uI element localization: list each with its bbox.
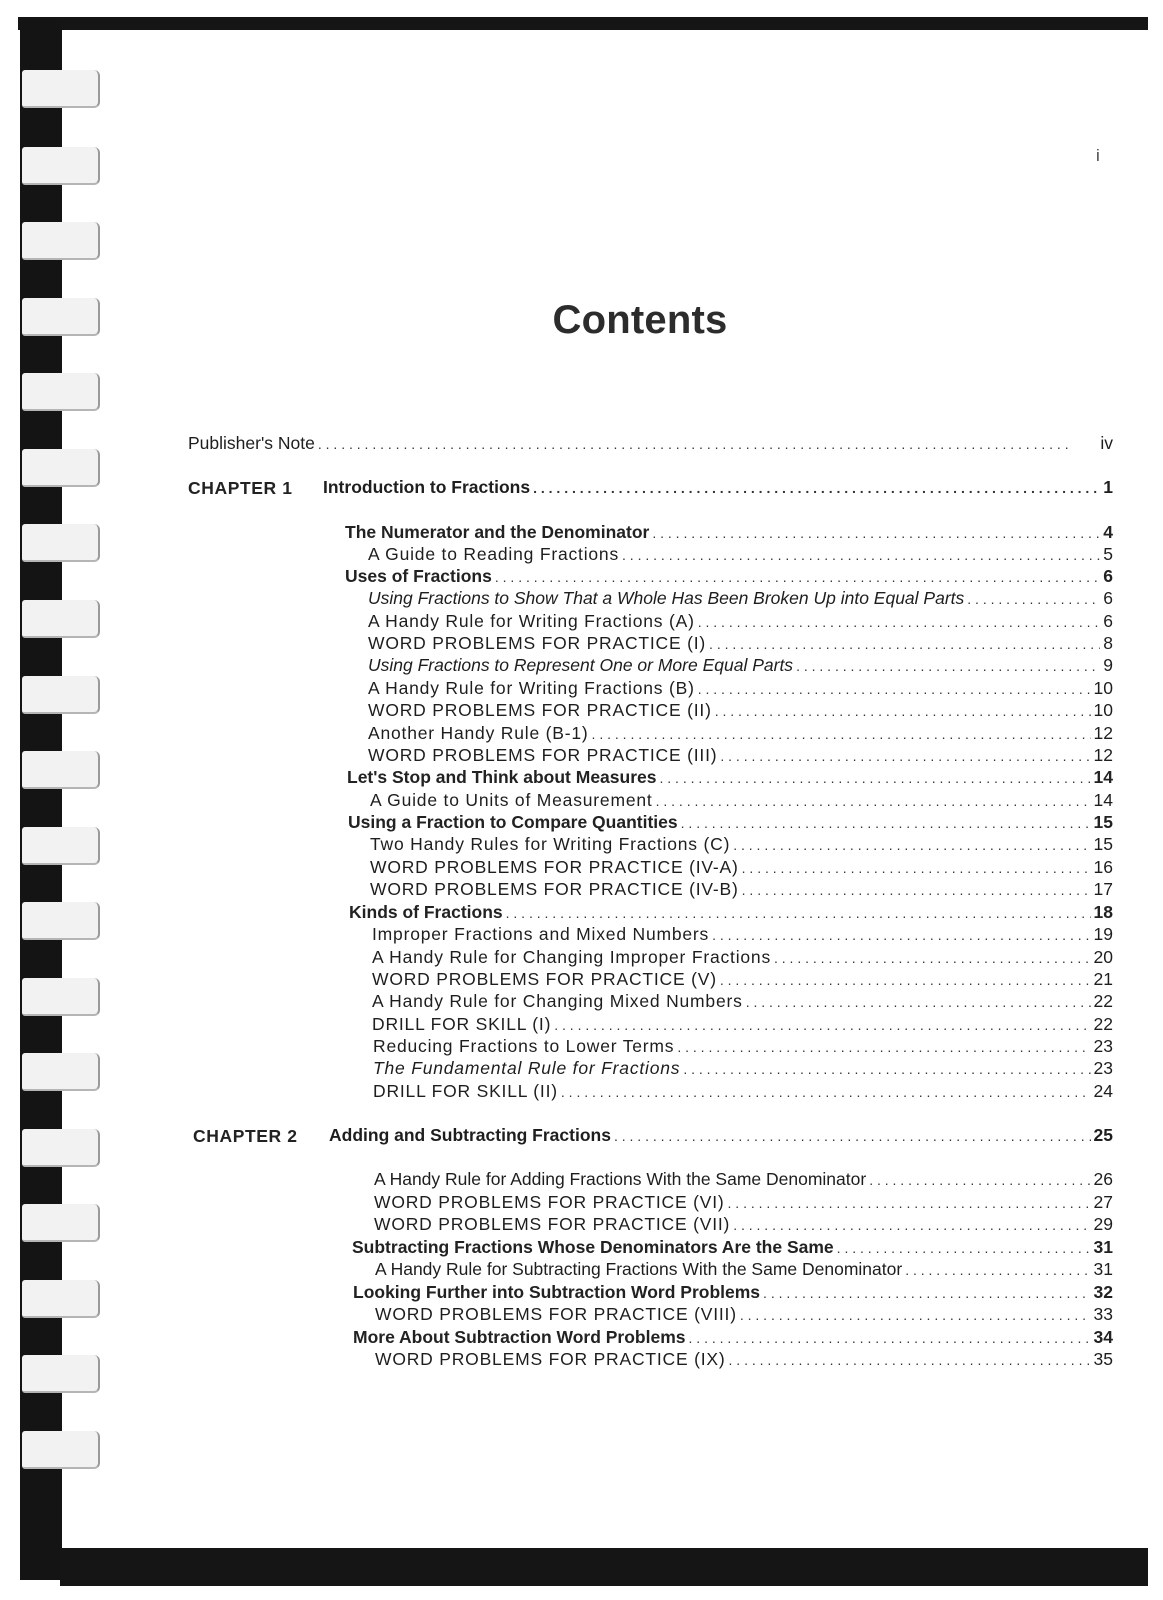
chapter-page: 25 <box>1093 1125 1113 1145</box>
toc-entry-page: 6 <box>1103 588 1113 608</box>
toc-entry[interactable] <box>368 543 1113 566</box>
leader-dots <box>796 655 1100 677</box>
leader-dots <box>614 1125 1091 1147</box>
toc-entry-page: 21 <box>1093 969 1113 989</box>
toc-entry[interactable] <box>372 946 1113 969</box>
toc-entry-title: The Numerator and the Denominator <box>345 522 650 542</box>
toc-entry-page: 10 <box>1093 700 1113 720</box>
leader-dots <box>733 834 1090 856</box>
toc-entry[interactable] <box>372 1013 1113 1036</box>
toc-entry-title: A Handy Rule for Subtracting Fractions With the Same Denominator <box>375 1259 903 1279</box>
toc-entry-page: 32 <box>1093 1282 1113 1302</box>
toc-entry-page: 15 <box>1093 812 1113 832</box>
toc-entry-page: 23 <box>1093 1058 1113 1078</box>
leader-dots <box>720 745 1090 767</box>
chapter-heading[interactable] <box>329 1124 1113 1147</box>
toc-entry-page: 20 <box>1093 947 1113 967</box>
toc-entry-title: WORD PROBLEMS FOR PRACTICE (IV-A) <box>370 857 739 877</box>
toc-entry-title: More About Subtraction Word Problems <box>353 1327 686 1347</box>
toc-entry-title: WORD PROBLEMS FOR PRACTICE (VIII) <box>375 1304 737 1324</box>
leader-dots <box>905 1259 1090 1281</box>
toc-entry-page: 10 <box>1093 678 1113 698</box>
toc-entry-page: 5 <box>1103 544 1113 564</box>
toc-entry-page: 33 <box>1093 1304 1113 1324</box>
chapter-title: Introduction to Fractions <box>323 477 531 497</box>
toc-entry-page: 9 <box>1103 655 1113 675</box>
toc-entry-title: Using Fractions to Represent One or More Equal Parts <box>368 655 794 675</box>
leader-dots <box>742 879 1091 901</box>
toc-entry-page: 31 <box>1093 1259 1113 1279</box>
leader-dots <box>495 566 1100 588</box>
toc-entry[interactable] <box>370 789 1113 812</box>
toc-entry[interactable] <box>370 856 1113 879</box>
toc-entry-title: Looking Further into Subtraction Word Problems <box>353 1282 761 1302</box>
toc-entry-title: WORD PROBLEMS FOR PRACTICE (IV-B) <box>370 879 739 899</box>
toc-entry[interactable] <box>374 1168 1113 1191</box>
toc-entry-page: 12 <box>1093 723 1113 743</box>
leader-dots <box>683 1058 1090 1080</box>
toc-entry[interactable] <box>375 1258 1113 1281</box>
toc-section[interactable] <box>348 811 1113 834</box>
toc-entry[interactable] <box>368 744 1113 767</box>
toc-entry-title: Reducing Fractions to Lower Terms <box>373 1036 675 1056</box>
toc-section[interactable] <box>349 901 1113 924</box>
toc-section[interactable] <box>352 1236 1113 1259</box>
toc-entry[interactable] <box>374 1191 1113 1214</box>
chapter-heading[interactable] <box>323 476 1113 499</box>
leader-dots <box>709 633 1100 655</box>
toc-entry-page: 14 <box>1093 767 1113 787</box>
toc-entry-title: Two Handy Rules for Writing Fractions (C) <box>370 834 731 854</box>
leader-dots <box>652 522 1100 544</box>
toc-entry-title: A Handy Rule for Adding Fractions With the Same Denominator <box>374 1169 867 1189</box>
chapter-label: CHAPTER 1 <box>188 478 293 498</box>
leader-dots <box>869 1169 1090 1191</box>
toc-entry-title: Let's Stop and Think about Measures <box>347 767 657 787</box>
leader-dots <box>656 790 1091 812</box>
toc-entry[interactable] <box>372 923 1113 946</box>
toc-entry-title: Kinds of Fractions <box>349 902 503 922</box>
toc-entry-page: 6 <box>1103 611 1113 631</box>
leader-dots <box>742 857 1091 879</box>
toc-entry-title: Improper Fractions and Mixed Numbers <box>372 924 710 944</box>
toc-entry-page: 17 <box>1093 879 1113 899</box>
toc-entry-page: 14 <box>1093 790 1113 810</box>
chapter-page: 1 <box>1103 477 1113 497</box>
toc-entry-page: 8 <box>1103 633 1113 653</box>
toc-entry-page: 18 <box>1093 902 1113 922</box>
leader-dots <box>715 700 1091 722</box>
toc-entry-page: iv <box>1100 433 1113 453</box>
leader-dots <box>659 767 1090 789</box>
toc-entry[interactable] <box>373 1035 1113 1058</box>
leader-dots <box>506 902 1091 924</box>
leader-dots <box>712 924 1090 946</box>
leader-dots <box>967 588 1100 610</box>
toc-entry[interactable] <box>373 1057 1113 1080</box>
toc-entry-title: A Handy Rule for Changing Improper Fractions <box>372 947 771 967</box>
toc-entry-title: Publisher's Note <box>188 433 315 453</box>
toc-entry-page: 29 <box>1093 1214 1113 1234</box>
toc-entry-page: 4 <box>1103 522 1113 542</box>
toc-entry[interactable] <box>368 610 1113 633</box>
toc-entry-title: The Fundamental Rule for Fractions <box>373 1058 681 1078</box>
toc-entry-title: WORD PROBLEMS FOR PRACTICE (V) <box>372 969 717 989</box>
toc-entry-page: 23 <box>1093 1036 1113 1056</box>
page-number: i <box>1096 146 1100 165</box>
leader-dots <box>698 678 1091 700</box>
leader-dots <box>740 1304 1091 1326</box>
toc-entry-page: 16 <box>1093 857 1113 877</box>
toc-entry-page: 34 <box>1093 1327 1113 1347</box>
toc-entry-page: 26 <box>1093 1169 1113 1189</box>
toc-entry-page: 22 <box>1093 991 1113 1011</box>
toc-entry-title: WORD PROBLEMS FOR PRACTICE (VI) <box>374 1192 725 1212</box>
leader-dots <box>554 1014 1090 1036</box>
toc-entry-title: Another Handy Rule (B-1) <box>368 723 589 743</box>
toc-entry-title: WORD PROBLEMS FOR PRACTICE (IX) <box>375 1349 726 1369</box>
toc-entry-title: WORD PROBLEMS FOR PRACTICE (VII) <box>374 1214 731 1234</box>
toc-entry-page: 22 <box>1093 1014 1113 1034</box>
toc-section[interactable] <box>345 565 1113 588</box>
toc-entry-title: WORD PROBLEMS FOR PRACTICE (II) <box>368 700 712 720</box>
page-title: Contents <box>552 298 728 342</box>
toc-entry-page: 31 <box>1093 1237 1113 1257</box>
toc-entry-page: 35 <box>1093 1349 1113 1369</box>
toc-entry-title: DRILL FOR SKILL (I) <box>372 1014 552 1034</box>
toc-entry-page: 6 <box>1103 566 1113 586</box>
chapter-title: Adding and Subtracting Fractions <box>329 1125 611 1145</box>
toc-entry[interactable] <box>368 587 1113 610</box>
leader-dots <box>733 1214 1090 1236</box>
toc-entry-title: A Handy Rule for Writing Fractions (B) <box>368 678 695 698</box>
toc-entry-title: A Handy Rule for Writing Fractions (A) <box>368 611 695 631</box>
toc-entry-title: WORD PROBLEMS FOR PRACTICE (III) <box>368 745 718 765</box>
toc-entry-title: Using Fractions to Show That a Whole Has Been Broken Up into Equal Parts <box>368 588 965 608</box>
toc-entry[interactable] <box>373 1080 1113 1103</box>
leader-dots <box>592 723 1091 745</box>
toc-entry[interactable] <box>368 722 1113 745</box>
leader-dots <box>318 433 1097 455</box>
toc-entry-page: 12 <box>1093 745 1113 765</box>
toc-entry[interactable] <box>372 990 1113 1013</box>
leader-dots <box>689 1327 1091 1349</box>
chapter-label: CHAPTER 2 <box>193 1126 298 1146</box>
toc-entry[interactable] <box>370 878 1113 901</box>
leader-dots <box>698 611 1101 633</box>
toc-entry-title: A Handy Rule for Changing Mixed Numbers <box>372 991 743 1011</box>
toc-entry-title: Uses of Fractions <box>345 566 492 586</box>
leader-dots <box>774 947 1091 969</box>
toc-entry[interactable] <box>372 968 1113 991</box>
leader-dots <box>837 1237 1091 1259</box>
leader-dots <box>533 477 1100 499</box>
toc-section[interactable] <box>347 766 1113 789</box>
toc-entry[interactable] <box>375 1303 1113 1326</box>
leader-dots <box>746 991 1091 1013</box>
leader-dots <box>677 1036 1090 1058</box>
leader-dots <box>729 1349 1091 1371</box>
toc-entry[interactable] <box>368 699 1113 722</box>
toc-entry[interactable] <box>368 654 1113 677</box>
toc-entry-page: 15 <box>1093 834 1113 854</box>
toc-entry-title: Using a Fraction to Compare Quantities <box>348 812 678 832</box>
toc-entry-title: A Guide to Units of Measurement <box>370 790 653 810</box>
toc-entry-page: 27 <box>1093 1192 1113 1212</box>
toc-entry-page: 24 <box>1093 1081 1113 1101</box>
toc-section[interactable] <box>353 1281 1113 1304</box>
toc-entry-title: DRILL FOR SKILL (II) <box>373 1081 558 1101</box>
toc-entry[interactable] <box>370 833 1113 856</box>
leader-dots <box>728 1192 1091 1214</box>
toc-entry[interactable] <box>375 1348 1113 1371</box>
toc-section[interactable] <box>345 521 1113 544</box>
toc-entry[interactable] <box>374 1213 1113 1236</box>
leader-dots <box>622 544 1100 566</box>
toc-entry-page: 19 <box>1093 924 1113 944</box>
leader-dots <box>681 812 1091 834</box>
toc-entry-title: WORD PROBLEMS FOR PRACTICE (I) <box>368 633 707 653</box>
toc-entry[interactable] <box>368 677 1113 700</box>
leader-dots <box>763 1282 1090 1304</box>
leader-dots <box>561 1081 1091 1103</box>
toc-section[interactable] <box>353 1326 1113 1349</box>
toc-entry-title: A Guide to Reading Fractions <box>368 544 620 564</box>
toc-entry-title: Subtracting Fractions Whose Denominators Are the Same <box>352 1237 834 1257</box>
toc-entry[interactable] <box>368 632 1113 655</box>
toc-entry[interactable] <box>188 432 1113 455</box>
leader-dots <box>720 969 1091 991</box>
